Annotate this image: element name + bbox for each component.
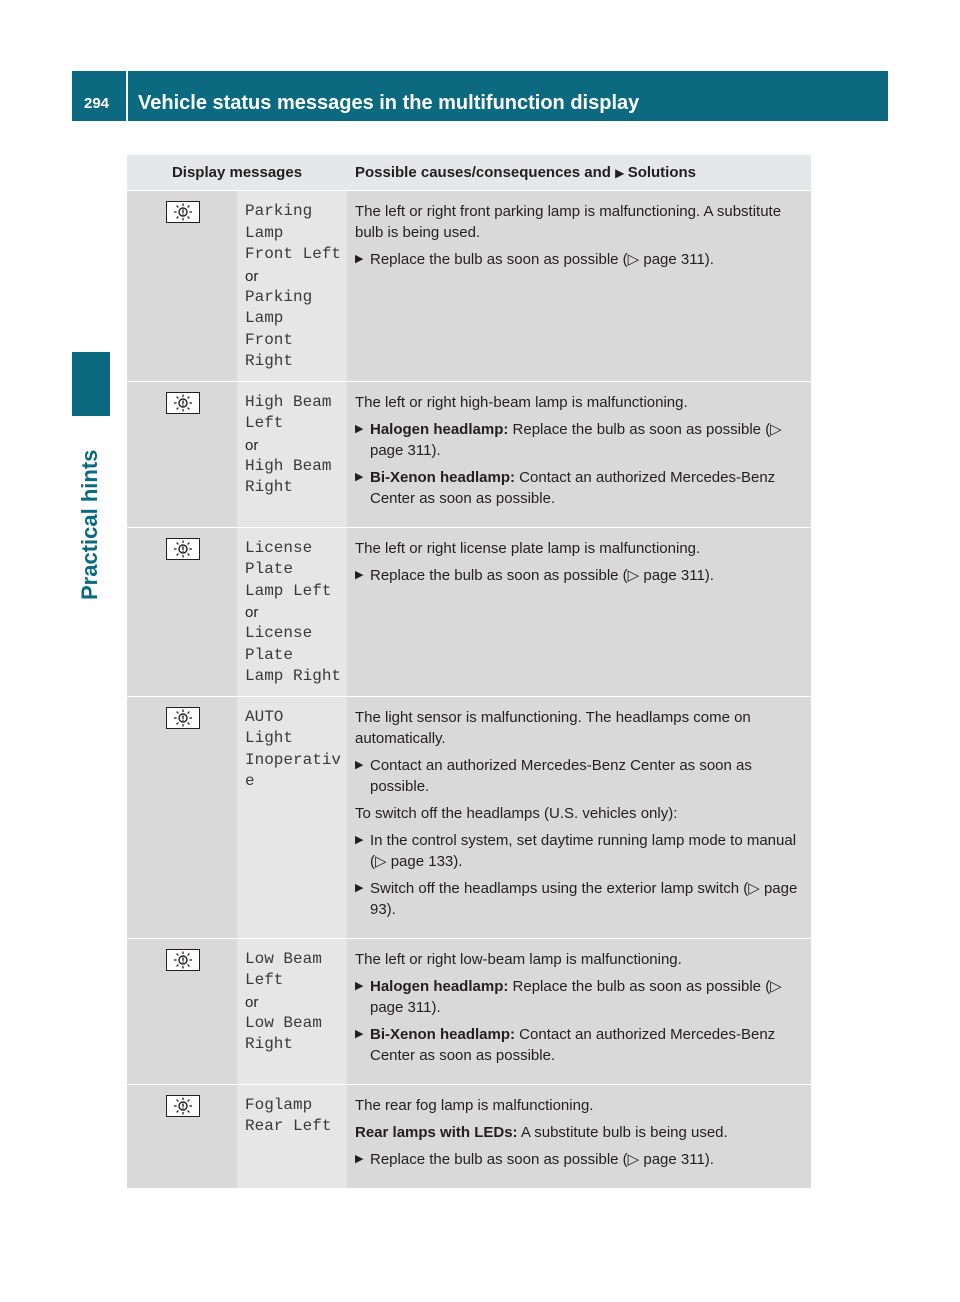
display-message: AUTO Light Inoperativ e bbox=[245, 707, 342, 790]
step-text bbox=[370, 830, 803, 872]
page-header bbox=[72, 71, 888, 121]
message-or: or bbox=[245, 604, 259, 621]
solution-cell bbox=[347, 939, 811, 1084]
icon-cell bbox=[127, 697, 237, 938]
display-message: Low Beam Right bbox=[245, 1013, 322, 1053]
cause-text: The left or right high-beam lamp is malfunctioning. bbox=[355, 393, 688, 411]
step-label: Halogen headlamp: bbox=[370, 977, 509, 995]
step-text bbox=[370, 419, 803, 461]
solution-step bbox=[355, 1149, 803, 1170]
message-or: or bbox=[245, 436, 259, 454]
solution-step bbox=[355, 565, 803, 586]
table-row bbox=[127, 696, 811, 938]
solution-step bbox=[355, 467, 803, 509]
cause-text bbox=[355, 1122, 803, 1143]
step-body: Replace the bulb as soon as possible (▷ page 311). bbox=[370, 1150, 714, 1168]
col-causes-label: Possible causes/consequences and bbox=[355, 164, 611, 181]
action-arrow-icon: ▶ bbox=[355, 833, 364, 846]
icon-cell bbox=[127, 1085, 237, 1188]
step-body: Replace the bulb as soon as possible (▷ page 311). bbox=[370, 251, 714, 268]
display-message-cell bbox=[237, 1085, 347, 1188]
step-body: In the control system, set daytime running lamp mode to manual (▷ page 133). bbox=[370, 831, 797, 870]
step-text bbox=[370, 565, 714, 586]
cause-text: The rear fog lamp is malfunctioning. bbox=[355, 1096, 594, 1114]
display-message-cell bbox=[237, 697, 347, 938]
table-row bbox=[127, 381, 811, 527]
messages-table bbox=[127, 155, 811, 1188]
icon-cell bbox=[127, 191, 237, 381]
display-message: Parking Lamp Front Left bbox=[245, 202, 342, 263]
step-text bbox=[370, 467, 803, 509]
solution-cell bbox=[347, 697, 811, 938]
step-text bbox=[370, 878, 803, 920]
display-message-cell bbox=[237, 939, 347, 1084]
action-arrow-icon: ▶ bbox=[355, 568, 364, 581]
cause-body: A substitute bulb is being used. bbox=[517, 1123, 728, 1141]
action-arrow-icon: ▶ bbox=[355, 881, 364, 894]
table-row bbox=[127, 527, 811, 696]
page-title: Vehicle status messages in the multifunction display bbox=[138, 92, 640, 114]
step-body: Switch off the headlamps using the exterior lamp switch (▷ page 93). bbox=[370, 879, 798, 918]
solution-step bbox=[355, 830, 803, 872]
action-arrow-icon: ▶ bbox=[355, 1027, 364, 1040]
lamp-malfunction-icon bbox=[166, 201, 200, 223]
display-message-cell bbox=[237, 382, 347, 527]
lamp-malfunction-icon bbox=[166, 538, 200, 560]
step-body: Contact an authorized Mercedes-Benz Center as soon as possible. bbox=[370, 756, 752, 795]
cause-text: The left or right front parking lamp is malfunctioning. A substitute bulb is being used. bbox=[355, 203, 782, 241]
action-arrow-icon: ▶ bbox=[355, 253, 364, 265]
message-or: or bbox=[245, 993, 259, 1011]
step-text bbox=[370, 249, 714, 270]
col-causes-solutions bbox=[347, 164, 811, 181]
solution-step bbox=[355, 755, 803, 797]
table-row bbox=[127, 190, 811, 381]
display-message: Foglamp Rear Left bbox=[245, 1095, 332, 1135]
solution-step bbox=[355, 976, 803, 1018]
action-arrow-icon: ▶ bbox=[355, 1152, 364, 1165]
lamp-malfunction-icon bbox=[166, 392, 200, 414]
display-message: High Beam Right bbox=[245, 456, 332, 496]
solution-cell bbox=[347, 382, 811, 527]
display-message: High Beam Left bbox=[245, 392, 332, 432]
action-arrow-icon: ▶ bbox=[355, 422, 364, 435]
table-body bbox=[127, 190, 811, 1188]
step-label: Bi-Xenon headlamp: bbox=[370, 468, 516, 486]
note-text: To switch off the headlamps (U.S. vehicles only): bbox=[355, 804, 678, 822]
lamp-malfunction-icon bbox=[166, 707, 200, 729]
step-body: Contact an authorized Mercedes-Benz Center as soon as possible. bbox=[370, 1025, 776, 1064]
step-text bbox=[370, 1149, 714, 1170]
solution-cell bbox=[347, 528, 811, 696]
table-row bbox=[127, 1084, 811, 1188]
table-row bbox=[127, 938, 811, 1084]
display-message-cell bbox=[237, 528, 347, 696]
cause-label: Rear lamps with LEDs: bbox=[355, 1123, 518, 1141]
step-body: Replace the bulb as soon as possible (▷ page 311). bbox=[370, 977, 782, 1016]
solution-step bbox=[355, 249, 803, 270]
col-solutions-label: Solutions bbox=[627, 164, 697, 181]
table-header bbox=[127, 155, 811, 190]
display-message: Low Beam Left bbox=[245, 949, 322, 989]
solution-step bbox=[355, 419, 803, 461]
section-label: Practical hints bbox=[77, 449, 102, 600]
display-message: Parking Lamp Front Right bbox=[245, 287, 313, 370]
step-label: Halogen headlamp: bbox=[370, 420, 509, 438]
action-arrow-icon: ▶ bbox=[355, 758, 364, 771]
cause-text: The left or right low-beam lamp is malfunctioning. bbox=[355, 950, 682, 968]
solution-step bbox=[355, 878, 803, 920]
step-body: Replace the bulb as soon as possible (▷ page 311). bbox=[370, 566, 714, 584]
message-or: or bbox=[245, 267, 259, 285]
solution-step bbox=[355, 1024, 803, 1066]
page-number: 294 bbox=[84, 95, 110, 112]
display-message: License Plate Lamp Right bbox=[245, 624, 342, 685]
display-message: License Plate Lamp Left bbox=[245, 538, 332, 600]
cause-text: The light sensor is malfunctioning. The headlamps come on automatically. bbox=[355, 708, 751, 747]
step-text bbox=[370, 1024, 803, 1066]
step-label: Bi-Xenon headlamp: bbox=[370, 1025, 516, 1043]
step-text bbox=[370, 755, 803, 797]
lamp-malfunction-icon bbox=[166, 949, 200, 971]
icon-cell bbox=[127, 939, 237, 1084]
action-arrow-icon: ▶ bbox=[355, 470, 364, 483]
lamp-malfunction-icon bbox=[166, 1095, 200, 1117]
display-message-cell bbox=[237, 191, 347, 381]
step-body: Replace the bulb as soon as possible (▷ page 311). bbox=[370, 420, 782, 459]
cause-text: The left or right license plate lamp is malfunctioning. bbox=[355, 539, 701, 557]
arrow-icon: ▶ bbox=[615, 166, 628, 180]
step-text bbox=[370, 976, 803, 1018]
solution-cell bbox=[347, 1085, 811, 1188]
icon-cell bbox=[127, 528, 237, 696]
action-arrow-icon: ▶ bbox=[355, 979, 364, 992]
icon-cell bbox=[127, 382, 237, 527]
step-body: Contact an authorized Mercedes-Benz Center as soon as possible. bbox=[370, 468, 776, 507]
solution-cell bbox=[347, 191, 811, 381]
col-display-messages: Display messages bbox=[171, 164, 303, 181]
